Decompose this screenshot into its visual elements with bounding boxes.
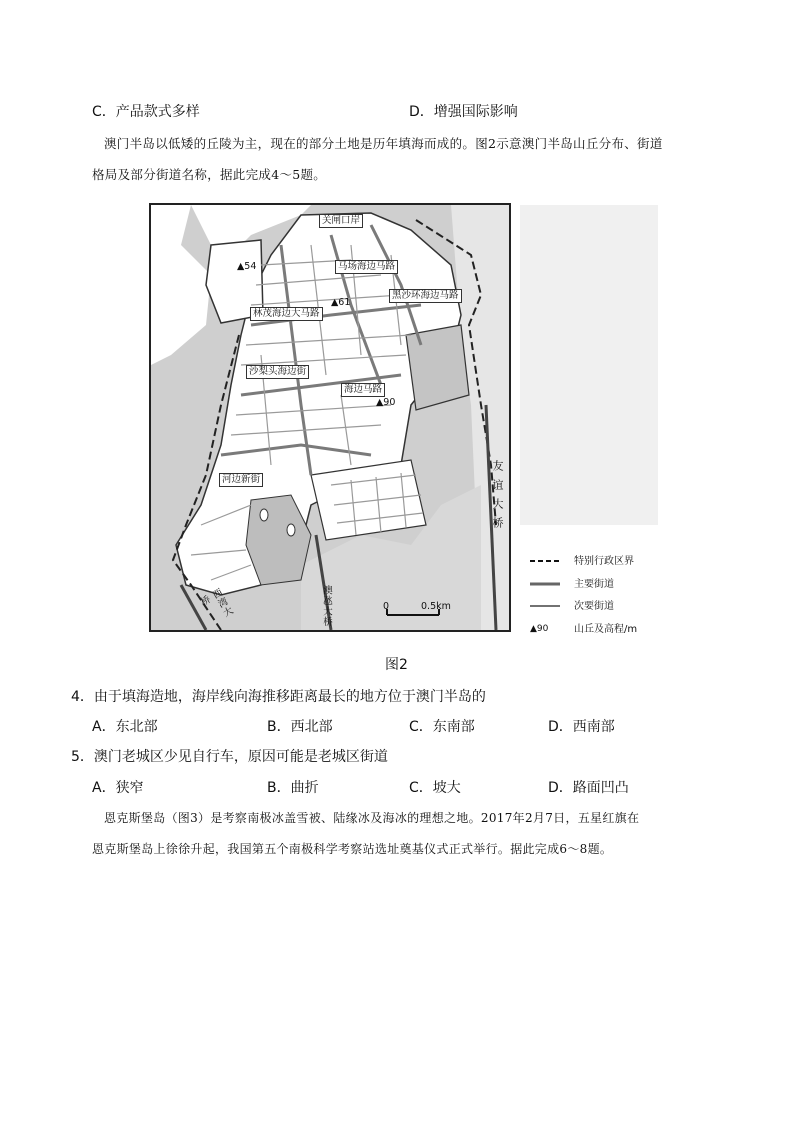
reclaimed-east [406,325,469,410]
scale-zero: 0 [383,601,390,612]
q5-option-b: B．曲折 [267,780,319,796]
q4-option-d: D．西南部 [548,719,615,735]
label-heisha-road: 黑沙环海边马路 [389,289,462,303]
macau-map [149,203,511,632]
lake-island-1 [260,509,268,521]
sea-area-west [151,205,211,365]
legend-hill [530,620,637,635]
label-hebian-street: 河边新街 [219,473,263,487]
legend-main-street [530,575,614,590]
legend-boundary-label: 特别行政区界 [574,556,634,567]
q4-option-c: C．东南部 [409,719,475,735]
map-side-panel [520,205,658,525]
q5-stem: 5．澳门老城区少见自行车，原因可能是老城区街道 [71,749,388,765]
hill-61: ▲61 [331,297,351,308]
label-aoqiao-bridge: 澳氹大桥 [321,585,332,627]
q4-option-a: A．东北部 [92,719,158,735]
legend-minor-street [530,597,614,612]
legend-minor-street-label: 次要街道 [574,601,614,612]
hill-54: ▲54 [237,261,257,272]
label-youyi-bridge: 友谊大桥 [491,460,504,536]
figure-caption: 图2 [385,657,408,673]
lake-island-2 [287,524,295,536]
label-guanzha-port: 关闸口岸 [319,214,363,228]
legend-hill-label: 山丘及高程/m [574,624,638,635]
q5-option-c: C．坡大 [409,780,461,796]
label-xiwan-bridge: 西湾大桥 [196,587,235,620]
label-shali-street: 沙梨头海边街 [246,365,309,379]
prev-option-d: D．增强国际影响 [409,104,518,120]
legend-main-street-label: 主要街道 [574,579,614,590]
legend-minor-street-symbol [530,603,560,609]
outro-line-2: 恩克斯堡岛上徐徐升起，我国第五个南极科学考察站选址奠基仪式正式举行。据此完成6～8题。 [92,842,613,856]
legend-hill-symbol: ▲90 [530,624,549,634]
q4-option-b: B．西北部 [267,719,333,735]
q5-option-d: D．路面凹凸 [548,780,629,796]
reclaimed-southeast [311,460,426,540]
outro-line-1: 恩克斯堡岛（图3）是考察南极冰盖雪被、陆缘冰及海冰的理想之地。2017年2月7日，五星红旗在 [104,811,640,825]
q5-option-a: A．狭窄 [92,780,144,796]
prev-option-c: C．产品款式多样 [92,104,200,120]
hill-90: ▲90 [376,397,396,408]
intro-line-1: 澳门半岛以低矮的丘陵为主，现在的部分土地是历年填海而成的。图2示意澳门半岛山丘分布、街道 [104,136,663,151]
q4-stem: 4．由于填海造地，海岸线向海推移距离最长的地方位于澳门半岛的 [71,689,486,705]
intro-line-2: 格局及部分街道名称，据此完成4～5题。 [92,167,327,182]
label-haibian-road: 海边马路 [341,383,385,397]
legend-boundary [530,552,634,567]
legend-boundary-symbol [530,558,560,564]
scale-value: 0.5km [421,601,451,612]
legend-main-street-symbol [530,581,560,587]
label-machang-road: 马场海边马路 [335,260,398,274]
label-linmao-road: 林茂海边大马路 [250,307,323,321]
map-drawing [151,205,509,630]
